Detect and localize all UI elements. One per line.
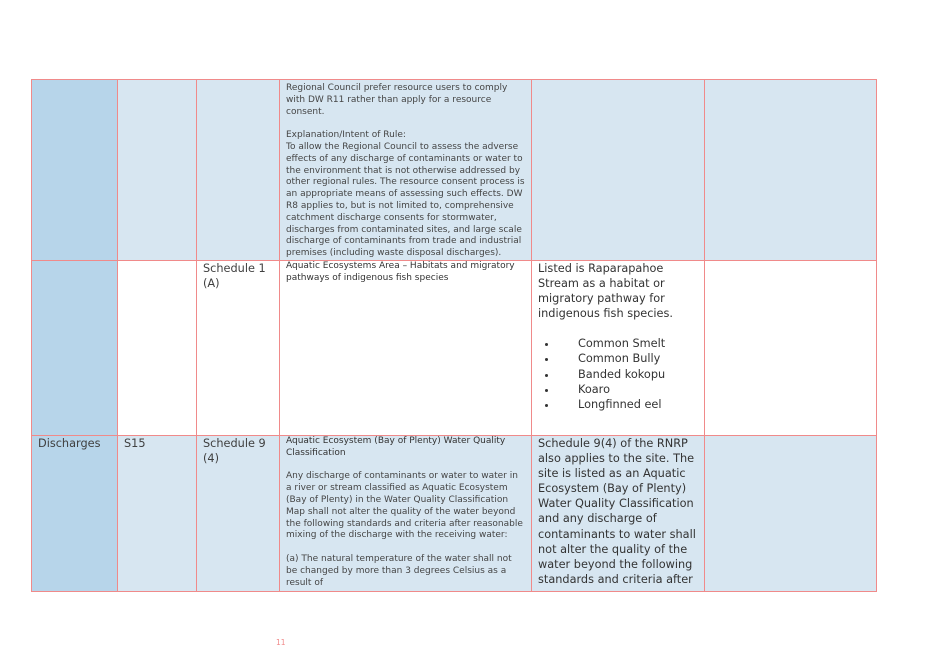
- provision-paragraph: Any discharge of contaminants or water to water in a river or stream classified as Aquatic Ecosystem (Bay of Plenty) in the Water Quality Classification Map shall not alter the quality of the water beyond the following standards and criteria after reasonable mixing of the discharge with the receiving water:: [286, 471, 523, 541]
- assessment-cell: Schedule 9(4) of the RNRP also applies to the site. The site is listed as an Aquatic Ecosystem (Bay of Plenty) Water Quality Classification and any discharge of contaminants to water shall not alter the quality of the water beyond the following standards and criteria after: [532, 435, 705, 591]
- provision-heading: Aquatic Ecosystem (Bay of Plenty) Water Quality Classification: [286, 435, 506, 458]
- schedule-cell: [197, 80, 280, 261]
- provision-paragraph: Regional Council prefer resource users to comply with DW R11 rather than apply for a resource consent.: [286, 83, 508, 117]
- assessment-cell: [532, 260, 705, 435]
- list-item: • Koaro: [558, 382, 698, 397]
- provision-cell: [280, 80, 532, 261]
- explanation-paragraph: Explanation/Intent of Rule: To allow the Regional Council to assess the adverse effects of any discharge of contaminants or water to the environment that is not otherwise addressed by other regional rules. The resource consent process is an appropriate means of assessing such effects. DW R8 applies to, but is not limited to, comprehensive catchment discharge consents for stormwater, discharges from contaminated sites, and large scale discharge of contaminants from trade and industrial premises (including waste disposal discharges).: [286, 130, 525, 259]
- notes-cell: [705, 260, 877, 435]
- assessment-cell: [532, 80, 705, 261]
- table-row: [32, 80, 877, 261]
- rule-ref-cell: [118, 260, 197, 435]
- provision-cell: Aquatic Ecosystems Area – Habitats and migratory pathways of indigenous fish species: [280, 260, 532, 435]
- table-row: [32, 435, 877, 591]
- provision-paragraph: (a) The natural temperature of the water shall not be changed by more than 3 degrees Celsius as a result of: [286, 553, 512, 588]
- rule-ref-cell: S15: [118, 435, 197, 591]
- activity-cell: Discharges: [32, 435, 118, 591]
- provision-cell: [280, 435, 532, 591]
- schedule-cell: Schedule 9 (4): [197, 435, 280, 591]
- notes-cell: [705, 435, 877, 591]
- list-item: • Common Bully: [558, 351, 698, 366]
- page-number: 11: [276, 638, 286, 647]
- list-item: • Banded kokopu: [558, 367, 698, 382]
- activity-cell: [32, 80, 118, 261]
- list-item: • Common Smelt: [558, 336, 698, 351]
- notes-cell: [705, 80, 877, 261]
- fish-species-list: [538, 336, 698, 411]
- rules-table: [31, 79, 877, 592]
- rule-ref-cell: [118, 80, 197, 261]
- table-row: [32, 260, 877, 435]
- list-item: • Longfinned eel: [558, 397, 698, 412]
- assessment-intro: Listed is Raparapahoe Stream as a habitat or migratory pathway for indigenous fish species.: [538, 261, 673, 321]
- schedule-cell: Schedule 1 (A): [197, 260, 280, 435]
- activity-cell: [32, 260, 118, 435]
